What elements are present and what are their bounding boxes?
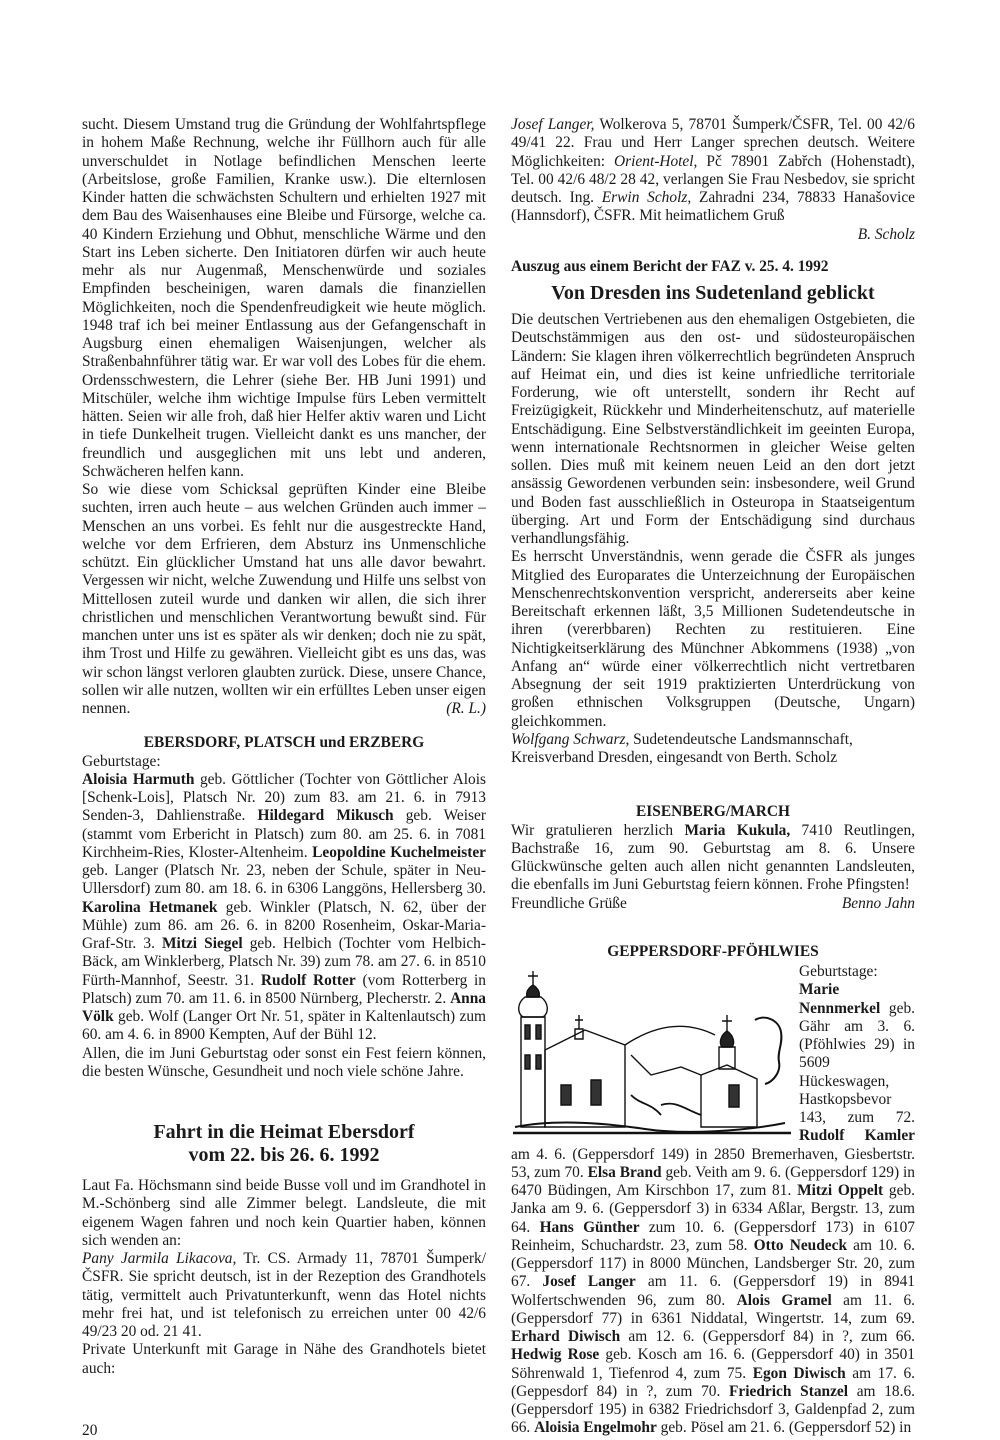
italic-text: Wolfgang Schwarz, [511,730,630,748]
section-heading: GEPPERSDORF-PFÖHLWIES [607,942,819,960]
article-lead: Auszug aus einem Bericht der FAZ v. 25. 4. 1992 [511,257,829,275]
name-highlight: Anna Völk [82,989,486,1025]
text-run: geb. Helbich (Tochter vom Helbich-Bäck, am Winklerberg, Platsch Nr. 39) zum 78. am 27. 6. in 8510 Fürth-Mannhof, Seestr. 31. [82,935,486,989]
paragraph [82,1045,486,1082]
text-run: geb. Kosch am 16. 6. (Geppersdorf 40) in 3501 Söhrenwald 1, Tiefenrod 4, zum 75. [511,1346,915,1382]
paragraph [82,116,486,481]
text-run: Zahradni 234, 78833 Hanašovice (Hannsdorf), ČSFR. Mit heimatlichem Gruß [511,189,915,225]
text-run: geb. Pösel am 21. 6. (Geppersdorf 52) in [656,1419,912,1437]
text-run: geb. Janka am 9. 6. (Geppersdorf 3) in 6334 Aßlar, Bergstr. 13, zum 64. [511,1182,915,1236]
text-run: am 11. 6. (Geppersdorf 77) in 6361 Niddatal, Wingertstr. 14, zum 69. [511,1291,916,1327]
text-run: geb. Gähr am 3. 6. (Pföhlwies 29) in 5609 Hückeswagen, Hastkopsbevor 143, zum 72. [799,999,915,1126]
text-run: am 11. 6. (Geppersdorf 19) in 8941 Wolfertschwenden 96, zum 80. [511,1273,916,1309]
text-run: geb. Winkler (Platsch, N. 62, über der Mühle) zum 86. am 26. 6. in 8200 Rosenheim, Oskar-Maria-Graf-Str. 3. [82,898,486,952]
text-run: 7410 Reutlingen, Bachstraße 16, zum 90. Geburtstag am 8. 6. Unsere Glückwünsche gelten auch allen nicht genannten Landsleuten, die ebenfalls im Juni Geburtstag feiern können. Frohe Pfingsten! [511,821,915,894]
text-run: Geburtstage: [799,963,878,980]
name-highlight: Rudolf Kamler [799,1127,915,1145]
name-highlight: Alois Gramel [736,1291,832,1309]
text-run: Laut Fa. Höchsmann sind beide Busse voll und im Grandhotel in M.-Schönberg sind alle Zimmer belegt. Landsleute, die mit eigenem Wagen fahren und noch kein Quartier haben, können sich wenden an: [82,1177,486,1249]
name-highlight: Egon Diwisch [752,1364,846,1382]
name-highlight: Hans Günther [539,1218,640,1236]
name-highlight: Aloisia Harmuth [82,770,195,788]
ebersdorf-section [82,734,486,1081]
name-highlight: Hildegard Mikusch [257,807,394,825]
name-highlight: Maria Kukula, [684,821,791,839]
name-highlight: Aloisia Engelmohr [534,1419,657,1437]
paragraph [82,753,486,771]
text-run: Allen, die im Juni Geburtstag oder sonst ein Fest feiern können, die besten Wünsche, Gesundheit und noch viele schöne Jahre. [82,1044,486,1080]
text-run: Die deutschen Vertriebenen aus den ehemaligen Ostgebieten, die Deutschstämmigen aus den ost- und südosteuropäischen Ländern: Sie klagen ihren völkerrechtlich begründeten Anspruch auf Heimat ein, und dies ist keine unfriedliche territoriale Forderung, wie oft unterstellt, sondern ihr Recht auf Freizügigkeit, Rückkehr und Minderheitenschutz, auf materielle Entschädigung. Eine Selbstverständlichkeit im geeinten Europa, wenn internationale Rechtsnormen in gleicher Weise gelten sollen. Dies muß mit keinem neuen Leid an den dort jetzt ansässig Gewordenen verbunden sein: insbesondere, weil Grund und Boden fast ausschließlich in Osteuropa in Staatseigentum überging. Art und Form der Entschädigung sind durchaus verhandlungsfähig. [511,311,915,547]
article-title: Von Dresden ins Sudetenland geblickt [551,282,875,304]
text-run: geb. Weiser (stammt vom Erbericht in Platsch) zum 80. am 25. 6. in 7081 Kirchheim-Ries, Kloster-Altenheim. [82,807,486,861]
name-highlight: Otto Neudeck [753,1236,848,1254]
closing-line [511,895,915,913]
italic-text: Erwin Scholz, [601,189,692,206]
name-highlight: Rudolf Rotter [260,971,356,989]
left-column [82,116,486,1440]
name-highlight: Elsa Brand [587,1163,662,1181]
text-run: zum 10. 6. (Geppersdorf 173) in 6107 Reinheim, Schuchardstr. 23, zum 58. [511,1218,915,1254]
section-heading: EBERSDORF, PLATSCH und ERZBERG [143,734,425,752]
paragraph [511,731,915,768]
name-highlight: Josef Langer [542,1273,636,1291]
italic-text: Orient-Hotel, [614,152,698,170]
name-highlight: Leopoldine Kuchelmeister [312,843,486,861]
birthday-list [82,771,486,1045]
name-highlight: Mitzi Siegel [162,935,243,952]
text-run: am 12. 6. (Geppersdorf 84) in ?, zum 66. [620,1328,915,1345]
text-run: geb. Veith am 9. 6. (Geppersdorf 129) in 6470 Büdingen, Am Kirschbon 17, zum 81. [511,1163,915,1199]
author-signature: Benno Jahn [841,894,915,912]
text-run: Wir gratulieren herzlich [511,821,685,839]
fahrt-article [82,1121,486,1378]
name-highlight: Karolina Hetmanek [82,898,218,916]
eisenberg-section [511,803,915,913]
paragraph [511,311,915,548]
text-run: am 4. 6. (Geppersdorf 149) in 2850 Bremerhaven, Giesbertstr. 53, zum 70. [511,1145,915,1181]
text-run: geb. Langer (Platsch Nr. 23, neben der Schule, später in Neu-Ullersdorf) zum 80. am 18. 6. in 6306 Langgöns, Hellersberg 30. [82,862,486,898]
right-column [511,116,915,1438]
text-run: Sudetendeutsche Landsmannschaft, Kreisverband Dresden, eingesandt von Berth. Scholz [511,730,853,766]
name-highlight: Friedrich Stanzel [729,1382,849,1400]
paragraph [82,481,486,718]
text-run: Pč 78901 Zabřch (Hohenstadt), Tel. 00 42/6 48/2 28 42, verlangen Sie Frau Nesbedov, sie spricht deutsch. Ing. [511,152,915,206]
italic-text: Pany Jarmila Likacova, [82,1250,237,1267]
text-run: am 17. 6. (Geppesdorf 84) in ?, zum 70. [511,1364,915,1400]
section-heading: EISENBERG/MARCH [636,803,790,821]
geppersdorf-section [511,943,915,1438]
text-run: So wie diese vom Schicksal geprüften Kinder eine Bleibe suchten, irren auch heute – aus welchen Gründen auch immer – Menschen an uns vorbei. Es fehlt nur die ausgestreckte Hand, welche vor dem Erfrieren, dem Absturz ins Unmenschliche schützt. Ein glücklicher Umstand hat uns alle davor bewahrt. Vergessen wir nicht, welche Zuwendung und Hilfe uns selbst von Mittellosen zuteil wurde und danken wir allen, die sich ihrer christlichen und menschlichen Verantwortung bewußt sind. Für manchen unter uns ist es später als wir denken; doch nie zu spät, ihm Trost und Hilfe zu gewähren. Vielleicht gibt es uns das, was wir schon längst verloren glaubten zurück. Diese, unsere Chance, sollen wir alle nutzen, wollten wir ein erfülltes Leben unser eigen nennen. [82,481,486,717]
paragraph [82,1250,486,1341]
page-number: 20 [82,1421,98,1439]
text-run: Es herrscht Unverständnis, wenn gerade die ČSFR als junges Mitglied des Europarates die Unterzeichnung der Europäischen Menschenrechtskonvention verspricht, andererseits aber keine Bereitschaft erkennen läßt, 3,5 Millionen Sudetendeutsche in ihren (vererbbaren) Rechten zu restituieren. Eine Nichtigkeitserklärung des Münchner Abkommens (1938) „von Anfang an“ würde einer völkerrechtlich nicht vertretbaren Absegnung der seit 1919 praktizierten Unterdrückung von großen ethnischen Volksgruppen (Deutsche, Ungarn) gleichkommen. [511,548,915,730]
text-run: geb. Wolf (Langer Ort Nr. 51, später in Kaltenlautsch) zum 60. am 4. 6. in 8900 Kempten, Auf der Bühl 12. [82,1008,486,1044]
italic-text: Josef Langer, [511,116,595,133]
intro-article [82,116,486,718]
text-run: sucht. Diesem Umstand trug die Gründung der Wohlfahrtspflege in hohem Maße Rechnung, welche ihr Füllhorn auch für alle unverschuldet in Notlage befindlichen Menschen leerte (Arbeitslose, große Familien, Kranke usw.). Die elternlosen Kinder hatten die schwächsten Schultern und erhielten 1927 mit dem Bau des Waisenhauses eine Bleibe und Fürsorge, welche ca. 40 Kindern Erziehung und Obhut, menschliche Wärme und den Start ins Leben sicherte. Den Initiatoren dürfen wir auch heute mehr als nur Augenmaß, Menschenwürde und soziales Empfinden bescheinigen, waren damals die finanziellen Möglichkeiten, noch die Spendenfreudigkeit wie heute möglich. 1948 traf ich bei meiner Entlassung aus der Gefangenschaft in Augsburg einen ehemaligen Waisenjungen, welcher als Straßenbahnführer tätig war. Er war voll des Lobes für die ehem. Ordensschwestern, die Lehrer (siehe Ber. HB Juni 1991) und Mitschüler, welche ihm wichtige Impulse fürs Leben vermittelt hätten. Seien wir alle froh, daß hier Helfer aktiv waren und Licht in tiefe Dunkelheit trugen. Vielleicht dankt es uns mancher, der freundlich und ausgeglichen mit uns lebt und anderen, Schwächeren helfen kann. [82,116,486,480]
name-highlight: Hedwig Rose [511,1346,600,1364]
faz-article [511,258,915,768]
paragraph [511,116,915,226]
paragraph [511,548,915,731]
text-run: geb. Göttlicher (Tochter von Göttlicher Alois [Schenk-Lois], Platsch Nr. 20) zum 83. am 21. 6. in 7913 Senden-3, Dahlienstraße. [82,770,486,825]
name-highlight: Erhard Diwisch [511,1328,621,1345]
text-run: Private Unterkunft mit Garage in Nähe des Grandhotels bietet auch: [82,1341,486,1377]
text-run: Geburtstage: [82,752,161,770]
name-highlight: Mitzi Oppelt [797,1182,884,1199]
text-run: Wolkerova 5, 78701 Šumperk/ČSFR, Tel. 00 42/6 49/41 22. Frau und Herr Langer sprechen deutsch. Weitere Möglichkeiten: [511,116,915,170]
closing: Freundliche Grüße [511,894,627,912]
signature-line [511,226,915,244]
name-highlight: Marie Nennmerkel [799,981,881,1017]
text-run: am 18.6. (Geppersdorf 195) in 6382 Friedrichsdorf 3, Galdenpfad 2, zum 66. [511,1382,915,1437]
author-signature: (R. L.) [446,700,486,717]
paragraph [82,1177,486,1250]
text-run: am 10. 6. (Geppersdorf 117) in 8000 München, Landsberger Str. 20, zum 67. [511,1236,915,1291]
article-subtitle: vom 22. bis 26. 6. 1992 [188,1144,380,1166]
text-run: (vom Rotterberg in Platsch) zum 70. am 11. 6. in 8500 Nürnberg, Plecherstr. 2. [82,971,487,1007]
author-signature: B. Scholz [857,225,915,243]
text-run: Tr. CS. Armady 11, 78701 Šumperk/ČSFR. Sie spricht deutsch, ist in der Rezeption des Grandhotels tätig, vermittelt auch Privatunterkunft, wenn das Hotel nichts mehr frei hat, und ist telefonisch zu erreichen unter 00 42/6 49/23 20 od. 21 41. [82,1250,486,1340]
paragraph [82,1341,486,1378]
church-illustration [511,965,793,1137]
article-title: Fahrt in die Heimat Ebersdorf [153,1121,415,1143]
paragraph [511,822,915,895]
